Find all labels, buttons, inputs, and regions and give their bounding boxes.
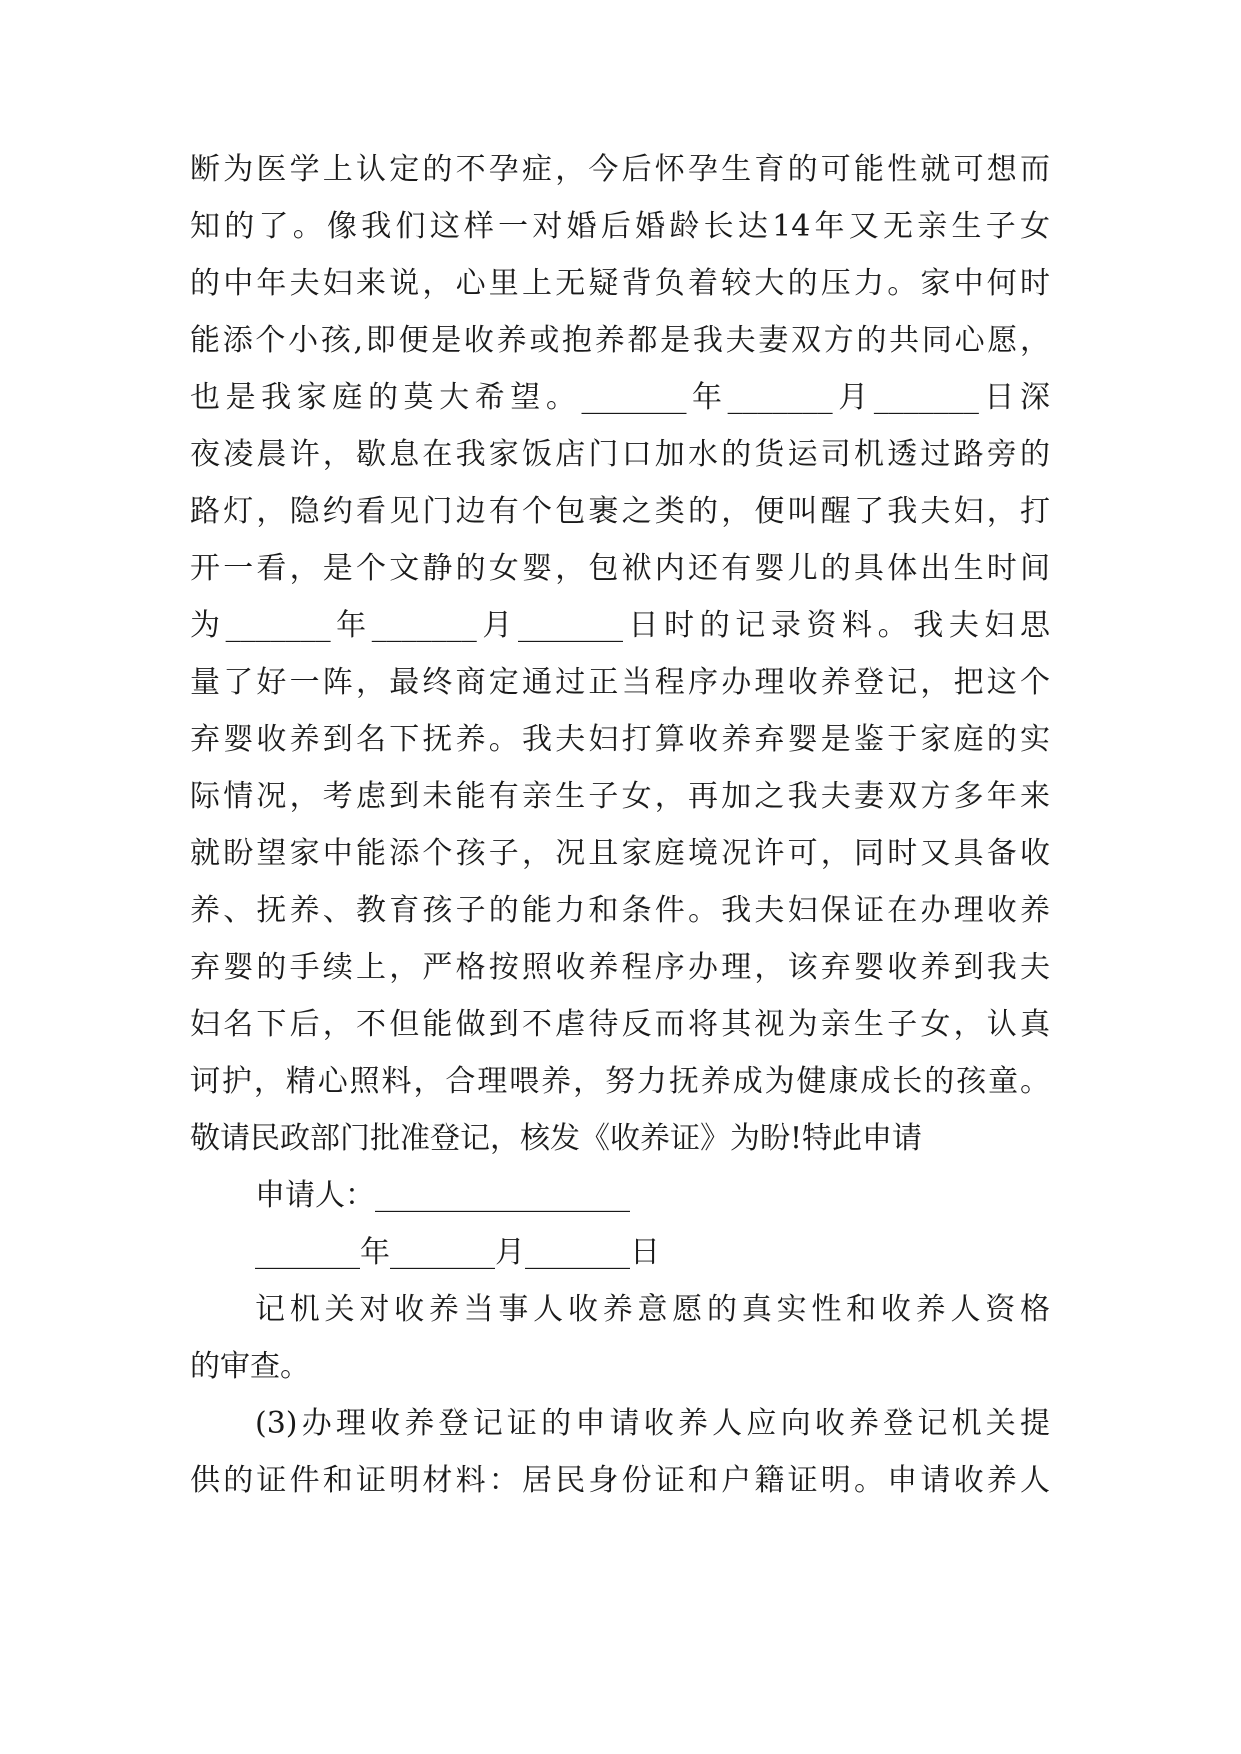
body-text-line: 妇名下后，不但能做到不虐待反而将其视为亲生子女，认真 [190, 1007, 1050, 1042]
body-text-line: 际情况，考虑到未能有亲生子女，再加之我夫妻双方多年来 [190, 779, 1050, 814]
body-text-line: 也是我家庭的莫大希望。_______年_______月_______日深 [190, 380, 1050, 415]
body-text-line: 就盼望家中能添个孩子，况且家庭境况许可，同时又具备收 [190, 836, 1050, 871]
body-text-line: 敬请民政部门批准登记，核发《收养证》为盼!特此申请 [190, 1121, 923, 1156]
body-text-line: 的审查。 [190, 1349, 310, 1384]
body-text-line: 能添个小孩,即便是收养或抱养都是我夫妻双方的共同心愿， [190, 323, 1050, 358]
applicant-signature-line: 申请人：_________________ [255, 1178, 630, 1213]
body-text-line: 路灯，隐约看见门边有个包裹之类的，便叫醒了我夫妇，打 [190, 494, 1050, 529]
body-text-line: 供的证件和证明材料：居民身份证和户籍证明。申请收养人 [190, 1463, 1050, 1498]
body-text-line: 记机关对收养当事人收养意愿的真实性和收养人资格 [255, 1292, 1050, 1327]
body-text-line: 知的了。像我们这样一对婚后婚龄长达14年又无亲生子女 [190, 209, 1050, 244]
body-text-line: (3)办理收养登记证的申请收养人应向收养登记机关提 [255, 1406, 1050, 1441]
body-text-line: 开一看，是个文静的女婴，包袱内还有婴儿的具体出生时间 [190, 551, 1050, 586]
signature-date-line: _______年_______月_______日 [255, 1235, 660, 1270]
body-text-line: 弃婴的手续上，严格按照收养程序办理，该弃婴收养到我夫 [190, 950, 1050, 985]
body-text-line: 为_______年_______月_______日时的记录资料。我夫妇思 [190, 608, 1050, 643]
body-text-line: 量了好一阵，最终商定通过正当程序办理收养登记，把这个 [190, 665, 1050, 700]
body-text-line: 夜凌晨许，歇息在我家饭店门口加水的货运司机透过路旁的 [190, 437, 1050, 472]
body-text-line: 的中年夫妇来说，心里上无疑背负着较大的压力。家中何时 [190, 266, 1050, 301]
body-text-line: 诃护，精心照料，合理喂养，努力抚养成为健康成长的孩童。 [190, 1064, 1050, 1099]
body-text-line: 弃婴收养到名下抚养。我夫妇打算收养弃婴是鉴于家庭的实 [190, 722, 1050, 757]
body-text-line: 断为医学上认定的不孕症，今后怀孕生育的可能性就可想而 [190, 152, 1050, 187]
body-text-line: 养、抚养、教育孩子的能力和条件。我夫妇保证在办理收养 [190, 893, 1050, 928]
